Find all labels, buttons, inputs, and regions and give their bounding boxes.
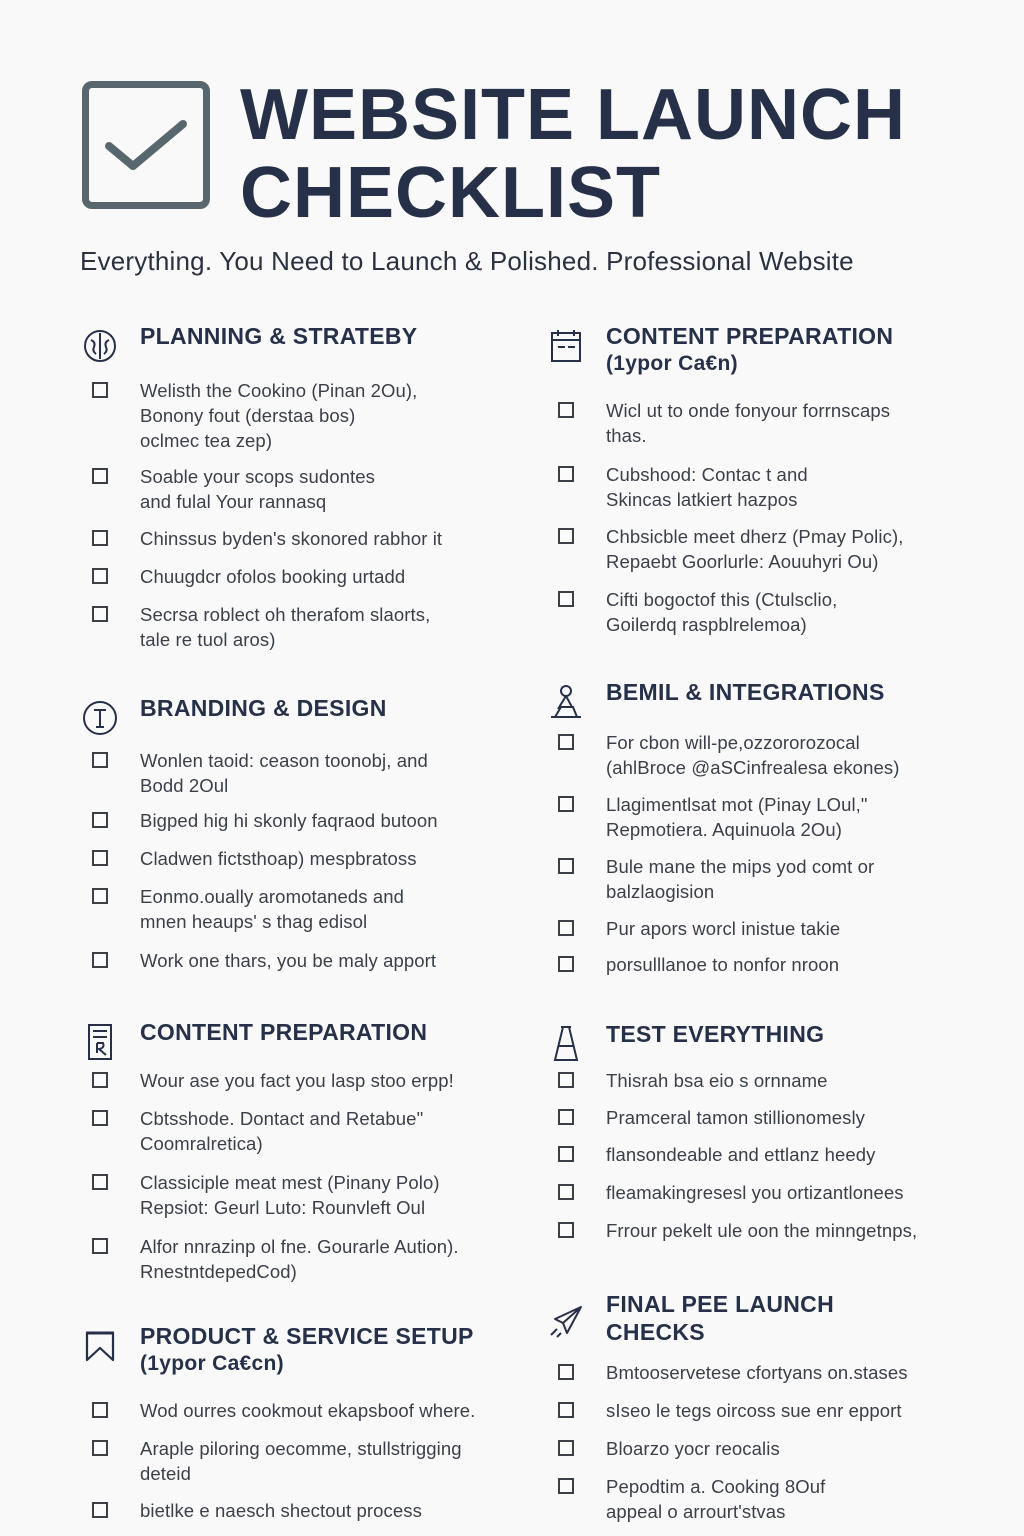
checkbox[interactable] — [92, 850, 108, 866]
item-text: Wicl ut to onde fonyour forrnscaps thas. — [606, 400, 891, 446]
checkbox[interactable] — [92, 468, 108, 484]
checkbox[interactable] — [92, 1238, 108, 1254]
rocket-icon — [546, 1302, 586, 1342]
item-text: Bule mane the mips yod comt or balzlaogision — [606, 856, 875, 902]
checkmark-icon — [103, 118, 189, 174]
calendar-icon — [546, 326, 586, 366]
checkbox[interactable] — [92, 382, 108, 398]
plug-icon — [546, 682, 586, 722]
item-text: Bloarzo yocr reocalis — [606, 1438, 780, 1459]
item-text: Chinssus byden's skonored rabhor it — [140, 528, 443, 549]
item-text: fleamakingresesl you ortizantlonees — [606, 1182, 904, 1203]
checkbox[interactable] — [558, 466, 574, 482]
checkbox[interactable] — [92, 1072, 108, 1088]
checkbox[interactable] — [92, 1440, 108, 1456]
item-text: Soable your scops sudontes and fulal Your rannasq — [140, 466, 376, 512]
section-title: TEST EVERYTHING — [606, 1021, 825, 1047]
item-text: Classiciple meat mest (Pinany Polo) Repsiot: Geurl Luto: Rounvleft Oul — [140, 1172, 440, 1218]
item-text: Eonmo.oually aromotaneds and mnen heaups' s thag edisol — [140, 886, 405, 932]
checkbox[interactable] — [92, 1502, 108, 1518]
checkbox[interactable] — [558, 956, 574, 972]
item-text: Frrour pekelt ule oon the minngetnps, — [606, 1220, 918, 1241]
item-text: For cbon will-pe,ozzororozocal (ahlBroce @aSCinfrealesa ekones) — [606, 732, 900, 778]
section-title: CONTENT PREPARATION — [140, 1019, 428, 1045]
checkbox[interactable] — [92, 1110, 108, 1126]
item-text: sIseo le tegs oircoss sue enr epport — [606, 1400, 902, 1421]
item-text: Welisth the Cookino (Pinan 2Ou), Bonony fout (derstaa bos) oclmec tea zep) — [140, 380, 418, 451]
page-subtitle: Everything. You Need to Launch & Polished. Professional Website — [80, 246, 854, 276]
page-title: WEBSITE LAUNCH CHECKLIST — [240, 75, 906, 233]
checkbox-logo-icon — [82, 81, 210, 209]
checkbox[interactable] — [558, 402, 574, 418]
checkbox[interactable] — [92, 752, 108, 768]
checkbox[interactable] — [558, 1184, 574, 1200]
item-text: bietlke e naesch shectout process — [140, 1500, 422, 1521]
section-title: PRODUCT & SERVICE SETUP (1ypor Ca€cn) — [140, 1323, 474, 1375]
checkbox[interactable] — [92, 952, 108, 968]
item-text: Pur apors worcl inistue takie — [606, 918, 841, 939]
item-text: porsulllanoe to nonfor nroon — [606, 954, 840, 975]
checkbox[interactable] — [558, 528, 574, 544]
checkbox[interactable] — [92, 1174, 108, 1190]
checkbox[interactable] — [558, 1402, 574, 1418]
bookmark-icon — [80, 1326, 120, 1366]
item-text: Chuugdcr ofolos booking urtadd — [140, 566, 406, 587]
checkbox[interactable] — [92, 888, 108, 904]
checkbox[interactable] — [92, 1402, 108, 1418]
item-text: Cifti bogoctof this (Ctulsclio, Goilerdq raspblrelemoa) — [606, 589, 838, 635]
item-text: Wod ourres cookmout ekapsboof where. — [140, 1400, 476, 1421]
checkbox[interactable] — [92, 568, 108, 584]
item-text: Cbtsshode. Dontact and Retabue" Coomralretica) — [140, 1108, 424, 1154]
item-text: Bmtooservetese cfortyans on.stases — [606, 1362, 908, 1383]
checkbox[interactable] — [558, 858, 574, 874]
item-text: Work one thars, you be maly apport — [140, 950, 437, 971]
checkbox[interactable] — [558, 1072, 574, 1088]
checkbox[interactable] — [92, 530, 108, 546]
item-text: Wonlen taoid: ceason toonobj, and Bodd 2Oul — [140, 750, 428, 796]
item-text: Pepodtim a. Cooking 8Ouf appeal o arrourt'stvas — [606, 1476, 826, 1522]
section-title: CONTENT PREPARATION (1ypor Ca€n) — [606, 323, 894, 375]
checkbox[interactable] — [558, 1222, 574, 1238]
section-title: BRANDING & DESIGN — [140, 695, 387, 721]
item-text: Secrsa roblect oh therafom slaorts, tale re tuol aros) — [140, 604, 431, 650]
item-text: Alfor nnrazinp ol fne. Gourarle Aution). RnestntdepedCod) — [140, 1236, 459, 1282]
header — [82, 75, 982, 233]
item-text: Araple piloring oecomme, stullstrigging deteid — [140, 1438, 462, 1484]
checkbox[interactable] — [558, 796, 574, 812]
item-text: Thisrah bsa eio s ornname — [606, 1070, 828, 1091]
checkbox[interactable] — [558, 1146, 574, 1162]
item-text: Bigped hig hi skonly faqraod butoon — [140, 810, 438, 831]
checkbox[interactable] — [558, 1478, 574, 1494]
item-text: Cubshood: Contac t and Skincas latkiert hazpos — [606, 464, 808, 510]
document-icon — [80, 1022, 120, 1062]
item-text: Pramceral tamon stillionomesly — [606, 1107, 866, 1128]
section-title: BEMIL & INTEGRATIONS — [606, 679, 885, 705]
brain-icon — [80, 326, 120, 366]
checkbox[interactable] — [558, 1440, 574, 1456]
palette-icon — [80, 698, 120, 738]
item-text: Chbsicble meet dherz (Pmay Polic), Repaebt Goorlurle: Aouuhyri Ou) — [606, 526, 904, 572]
section-title: FINAL PEE LAUNCH CHECKS — [606, 1291, 834, 1345]
section-title: PLANNING & STRATEBY — [140, 323, 418, 349]
checkbox[interactable] — [558, 1109, 574, 1125]
checkbox[interactable] — [558, 734, 574, 750]
checkbox[interactable] — [558, 1364, 574, 1380]
checkbox[interactable] — [92, 606, 108, 622]
item-text: flansondeable and ettlanz heedy — [606, 1144, 876, 1165]
checkbox[interactable] — [558, 591, 574, 607]
checkbox[interactable] — [92, 812, 108, 828]
item-text: Cladwen fictsthoap) mespbratoss — [140, 848, 417, 869]
flask-icon — [546, 1024, 586, 1064]
item-text: Wour ase you fact you lasp stoo erpp! — [140, 1070, 454, 1091]
checkbox[interactable] — [558, 920, 574, 936]
item-text: Llagimentlsat mot (Pinay LOul," Repmotiera. Aquinuola 2Ou) — [606, 794, 868, 840]
